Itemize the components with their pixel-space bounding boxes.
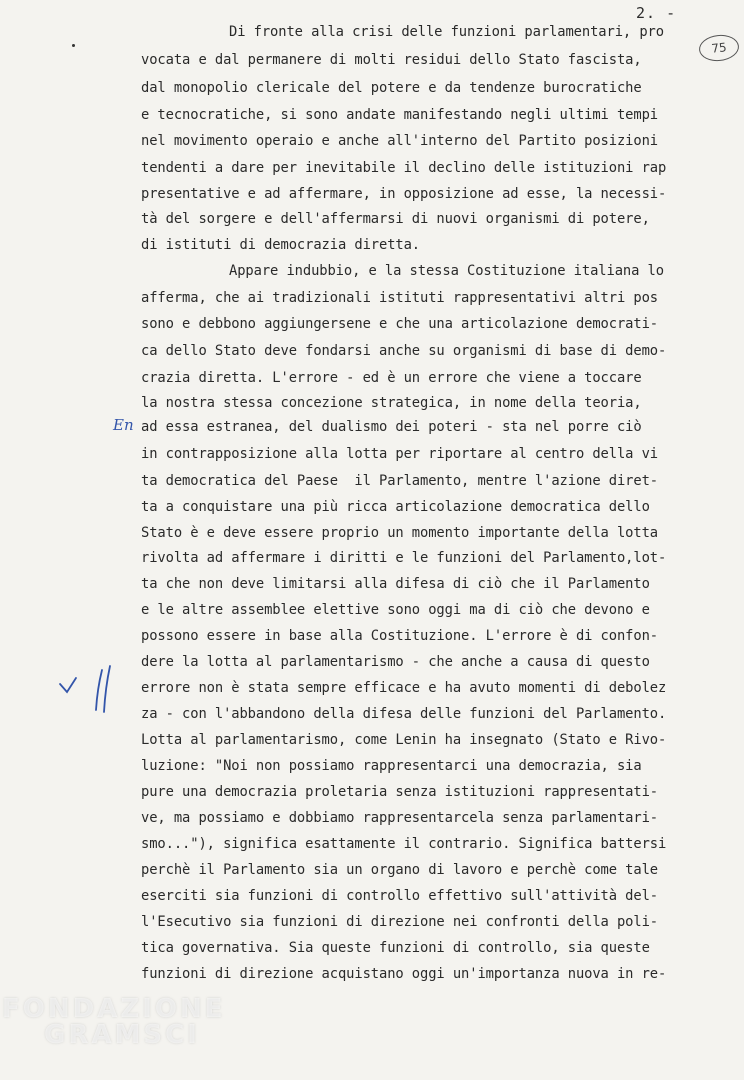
text-line: dal monopolio clericale del potere e da tendenze burocratiche [141, 80, 642, 96]
text-line: ta democratica del Paese il Parlamento, mentre l'azione diret- [141, 473, 659, 489]
text-line: ca dello Stato deve fondarsi anche su organismi di base di demo- [141, 343, 667, 359]
text-line: afferma, che ai tradizionali istituti rappresentativi altri pos [141, 290, 659, 306]
margin-note-handwritten: En [113, 416, 134, 434]
text-line: l'Esecutivo sia funzioni di direzione nei confronti della poli- [141, 914, 659, 930]
text-line: di istituti di democrazia diretta. [141, 237, 421, 253]
text-line: errore non è stata sempre efficace e ha avuto momenti di debolez [141, 680, 667, 696]
watermark-line-1: FONDAZIONE [2, 994, 226, 1024]
text-line: pure una democrazia proletaria senza istituzioni rappresentati- [141, 784, 659, 800]
text-line: funzioni di direzione acquistano oggi un'importanza nuova in re- [141, 966, 667, 982]
watermark-line-2: GRAMSCI [44, 1020, 200, 1050]
text-line: luzione: "Noi non possiamo rappresentarci una democrazia, sia [141, 758, 642, 774]
text-line: za - con l'abbandono della difesa delle funzioni del Parlamento. [141, 706, 667, 722]
text-line: e tecnocratiche, si sono andate manifestando negli ultimi tempi [141, 107, 659, 123]
text-line: ad essa estranea, del dualismo dei poteri - sta nel porre ciò [141, 419, 642, 435]
text-line: ta a conquistare una più ricca articolazione democratica dello [141, 499, 650, 515]
text-line: tica governativa. Sia queste funzioni di controllo, sia queste [141, 940, 650, 956]
text-line: Lotta al parlamentarismo, come Lenin ha insegnato (Stato e Rivo- [141, 732, 667, 748]
page-number: 2. - [636, 4, 677, 22]
text-line: e le altre assemblee elettive sono oggi ma di ciò che devono e [141, 602, 650, 618]
archive-number-stamp: 75 [698, 33, 740, 63]
text-line: nel movimento operaio e anche all'interno del Partito posizioni [141, 133, 659, 149]
text-line: eserciti sia funzioni di controllo effettivo sull'attività del- [141, 888, 659, 904]
text-line: perchè il Parlamento sia un organo di lavoro e perchè come tale [141, 862, 659, 878]
text-line: Di fronte alla crisi delle funzioni parlamentari, pro [229, 24, 664, 40]
margin-check-mark [58, 662, 128, 722]
text-line: vocata e dal permanere di molti residui dello Stato fascista, [141, 52, 642, 68]
ink-speck [72, 44, 75, 47]
text-line: presentative e ad affermare, in opposizione ad esse, la necessi- [141, 186, 667, 202]
text-line: sono e debbono aggiungersene e che una articolazione democrati- [141, 316, 659, 332]
watermark-logo [2, 996, 225, 1048]
text-line: crazia diretta. L'errore - ed è un errore che viene a toccare [141, 370, 642, 386]
text-line: ve, ma possiamo e dobbiamo rappresentarcela senza parlamentari- [141, 810, 659, 826]
text-line: rivolta ad affermare i diritti e le funzioni del Parlamento,lot- [141, 550, 667, 566]
text-line: tendenti a dare per inevitabile il declino delle istituzioni rap [141, 160, 667, 176]
text-line: ta che non deve limitarsi alla difesa di ciò che il Parlamento [141, 576, 650, 592]
text-line: Stato è e deve essere proprio un momento importante della lotta [141, 525, 659, 541]
text-line: la nostra stessa concezione strategica, in nome della teoria, [141, 395, 642, 411]
text-line: possono essere in base alla Costituzione. L'errore è di confon- [141, 628, 659, 644]
text-line: tà del sorgere e dell'affermarsi di nuovi organismi di potere, [141, 211, 650, 227]
text-line: in contrapposizione alla lotta per riportare al centro della vi [141, 446, 659, 462]
text-line: smo..."), significa esattamente il contrario. Significa battersi [141, 836, 667, 852]
text-line: Appare indubbio, e la stessa Costituzione italiana lo [229, 263, 664, 279]
text-line: dere la lotta al parlamentarismo - che anche a causa di questo [141, 654, 650, 670]
